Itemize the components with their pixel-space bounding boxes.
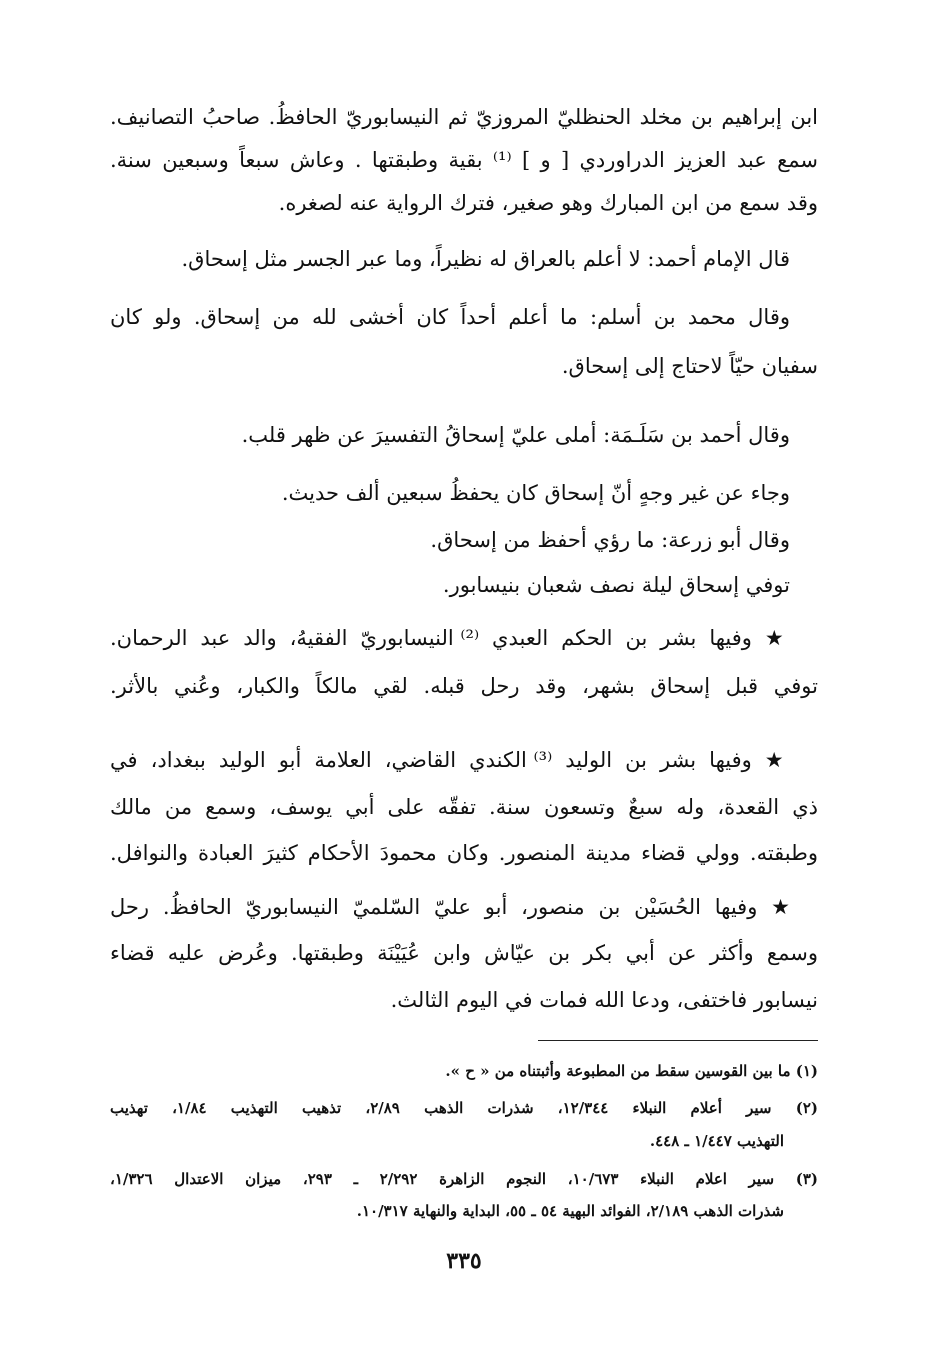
- text-line: وسمع وأكثر عن أبي بكر بن عيّاش وابن عُيَيْنَة وطبقتها. وعُرض عليه قضاء: [110, 941, 818, 965]
- document-page: [110, 0, 818, 1363]
- footnote-text: سير اعلام النبلاء ١٠/٦٧٣، النجوم الزاهرة ٢/٢٩٢ ـ ٢٩٣، ميزان الاعتدال ١/٣٢٦،: [110, 1170, 775, 1188]
- text-line: ذي القعدة، وله سبعٌ وتسعون سنة. تفقّه على أبي يوسف، وسمع من مالك: [110, 795, 818, 819]
- footnote-text: سير أعلام النبلاء ١٢/٣٤٤، شذرات الذهب ٢/٨٩، تذهيب التهذيب ١/٨٤، تهذيب: [110, 1099, 772, 1117]
- text-line: وطبقته. وولي قضاء مدينة المنصور. وكان محمودَ الأحكام كثيرَ العبادة والنوافل.: [110, 841, 818, 865]
- text-line: وجاء عن غير وجهٍ أنّ إسحاق كان يحفظُ سبعين ألف حديث.: [281, 481, 790, 505]
- text-line: ★ وفيها الحُسَيْن بن منصور، أبو عليّ السّلميّ النيسابوريّ الحافظُ. رحل: [110, 895, 790, 919]
- footnote-line: شذرات الذهب ٢/١٨٩، الفوائد البهية ٥٤ ـ ٥٥، البداية والنهاية ١٠/٣١٧.: [356, 1202, 784, 1220]
- footnote-number: (٣): [795, 1170, 819, 1188]
- footnote-line: [110, 1097, 818, 1119]
- footnote-separator: [538, 1040, 818, 1041]
- footnote-line: [110, 1168, 818, 1190]
- text-line: قال الإمام أحمد: لا أعلم بالعراق له نظيراً، وما عبر الجسر مثل إسحاق.: [181, 247, 790, 271]
- text-line: وقال محمد بن أسلم: ما أعلم أحداً كان أخشى لله من إسحاق. ولو كان: [110, 305, 790, 329]
- page-number: ٣٣٥: [446, 1248, 482, 1274]
- footnote-number: (٢): [795, 1099, 818, 1117]
- text-line: وقال أحمد بن سَلَـمَة: أملى عليّ إسحاقُ التفسيرَ عن ظهر قلب.: [241, 423, 790, 447]
- footnote-number: (١): [795, 1062, 818, 1080]
- text-line: توفي قبل إسحاق بشهر، وقد رحل قبله. لقي مالكاً والكبار، وعُني بالأثر.: [110, 674, 818, 698]
- text-line: توفي إسحاق ليلة نصف شعبان بنيسابور.: [442, 573, 790, 597]
- text-line: ★ وفيها بشر بن الوليد ⁽³⁾ الكندي القاضي، العلامة أبو الوليد ببغداد، في: [110, 748, 790, 772]
- text-line: وقال أبو زرعة: ما رؤي أحفظ من إسحاق.: [430, 528, 790, 552]
- footnote-line: التهذيب ١/٤٤٧ ـ ٤٤٨.: [649, 1132, 784, 1150]
- text-line: نيسابور فاختفى، ودعا الله فمات في اليوم الثالث.: [390, 988, 818, 1012]
- text-line: ★ وفيها بشر بن الحكم العبدي ⁽²⁾ النيسابوريّ الفقيهُ، والد عبد الرحمان.: [110, 626, 790, 650]
- text-line: ابن إبراهيم بن مخلد الحنظليّ المروزيّ ثم النيسابوريّ الحافظُ. صاحبُ التصانيف.: [110, 105, 818, 129]
- text-line: سفيان حيّاً لاحتاج إلى إسحاق.: [561, 354, 818, 378]
- text-line: سمع عبد العزيز الدراوردي [ و ] ⁽¹⁾ بقية وطبقتها . وعاش سبعاً وسبعين سنة.: [110, 148, 818, 172]
- text-line: وقد سمع من ابن المبارك وهو صغير، فترك الرواية عنه لصغره.: [278, 191, 818, 215]
- footnote-line: [110, 1060, 818, 1082]
- footnote-text: ما بين القوسين سقط من المطبوعة وأثبتناه من « ح ».: [445, 1062, 791, 1080]
